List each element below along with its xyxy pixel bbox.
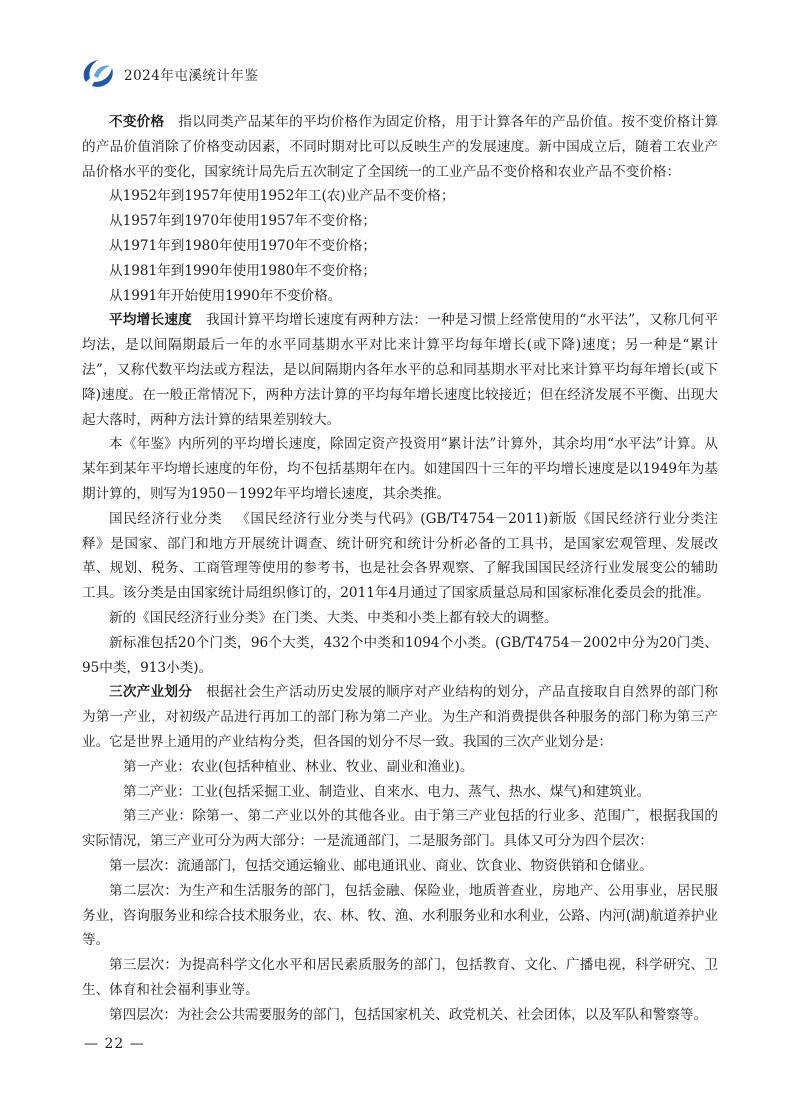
term-constant-price: 不变价格 (109, 114, 165, 130)
tertiary-level-4: 第四层次：为社会公共需要服务的部门，包括国家机关、政党机关、社会团体，以及军队和警察等。 (109, 1006, 708, 1023)
page-body (82, 110, 718, 1027)
period-item: 从1952年到1957年使用1952年工(农)业产品不变价格； (109, 188, 455, 205)
tertiary-level-2: 第二层次：为生产和生活服务的部门，包括金融、保险业，地质普查业，房地产、公用事业，居民服务业，咨询服务业和综合技术服务业，农、林、牧、渔、水利服务业和水利业，公路、内河(湖)航道养护业等。 (82, 882, 718, 949)
page-number: — 22 — (84, 1036, 145, 1052)
tertiary-sector: 第三产业：除第一、第二产业以外的其他各业。由于第三产业包括的行业多、范围广，根据我国的实际情况，第三产业可分为两大部分：一是流通部门，二是服务部门。具体又可分为四个层次： (82, 808, 718, 850)
tertiary-level-1: 第一层次：流通部门，包括交通运输业、邮电通讯业、商业、饮食业、物资供销和仓储业。 (109, 857, 653, 874)
yearbook-logo-icon (78, 56, 118, 92)
constant-price-paragraph (82, 110, 718, 184)
term-avg-growth: 平均增长速度 (109, 312, 192, 329)
term-industry-class: 国民经济行业分类 (109, 510, 223, 527)
period-item: 从1981年到1990年使用1980年不变价格； (109, 262, 376, 279)
period-item: 从1957年到1970年使用1957年不变价格； (109, 213, 376, 230)
tertiary-level-3: 第三层次：为提高科学文化水平和居民素质服务的部门，包括教育、文化、广播电视，科学研究、卫生、体育和社会福利事业等。 (82, 957, 718, 998)
period-item: 从1991年开始使用1990年不变价格。 (109, 287, 342, 304)
page-header (78, 56, 258, 92)
avg-growth-note: 本《年鉴》内所列的平均增长速度，除固定资产投资用“累计法”计算外，其余均用“水平法”计算。从某年到某年平均增长速度的年份，均不包括基期年在内。如建国四十三年的平均增长速度是以1949年为基期计算的，则写为1950－1992年平均增长速度，其余类推。 (82, 436, 718, 502)
yearbook-title: 2024年屯溪统计年鉴 (124, 68, 259, 84)
avg-growth-paragraph (82, 308, 718, 432)
three-sectors-text: 根据社会生产活动历史发展的顺序对产业结构的划分，产品直接取自自然界的部门称为第一产业，对初级产品进行再加工的部门称为第二产业。为生产和消费提供各种服务的部门称为第三产业。它是世界上通用的产业结构分类，但各国的划分不尽一致。我国的三次产业划分是： (82, 684, 719, 750)
constant-price-text: 指以同类产品某年的平均价格作为固定价格，用于计算各年的产品价值。按不变价格计算的产品价值消除了价格变动因素，不同时期对比可以反映生产的发展速度。新中国成立后，随着工农业产品价格水平的变化，国家统计局先后五次制定了全国统一的工业产品不变价格和农业产品不变价格： (82, 114, 718, 180)
primary-sector: 第一产业：农业(包括种植业、林业、牧业、副业和渔业)。 (123, 758, 474, 775)
three-sectors-paragraph (82, 680, 718, 754)
period-item: 从1971年到1980年使用1970年不变价格； (109, 237, 376, 254)
industry-class-adjustment: 新的《国民经济行业分类》在门类、大类、中类和小类上都有较大的调整。 (109, 609, 558, 626)
industry-class-paragraph (82, 507, 718, 606)
term-three-sectors: 三次产业划分 (109, 684, 193, 701)
industry-class-text: 《国民经济行业分类与代码》(GB/T4754－2011)新版《国民经济行业分类注释》是国家、部门和地方开展统计调查、统计研究和统计分析必备的工具书，是国家宏观管理、发展改革、规划、税务、工商管理等使用的参考书，也是社会各界观察、了解我国国民经济行业发展变公的辅助工具。该分类是由国家统计局组织修订的，2011年4月通过了国家质量总局和国家标准化委员会的批准。 (82, 510, 719, 602)
secondary-sector: 第二产业：工业(包括采掘工业、制造业、自来水、电力、蒸气、热水、煤气)和建筑业。 (123, 783, 651, 800)
industry-class-counts: 新标准包括20个门类，96个大类，432个中类和1094个小类。(GB/T4754－2002中分为20门类、95中类，913小类)。 (82, 634, 718, 676)
avg-growth-text: 我国计算平均增长速度有两种方法：一种是习惯上经常使用的“水平法”，又称几何平均法，是以间隔期最后一年的水平同基期水平对比来计算平均每年增长(或下降)速度；另一种是“累计法”，又称代数平均法或方程法，是以间隔期内各年水平的总和同基期水平对比来计算平均每年增长(或下降)速度。在一般正常情况下，两种方法计算的平均每年增长速度比较接近；但在经济发展不平衡、出现大起大落时，两种方法计算的结果差别较大。 (82, 312, 718, 428)
